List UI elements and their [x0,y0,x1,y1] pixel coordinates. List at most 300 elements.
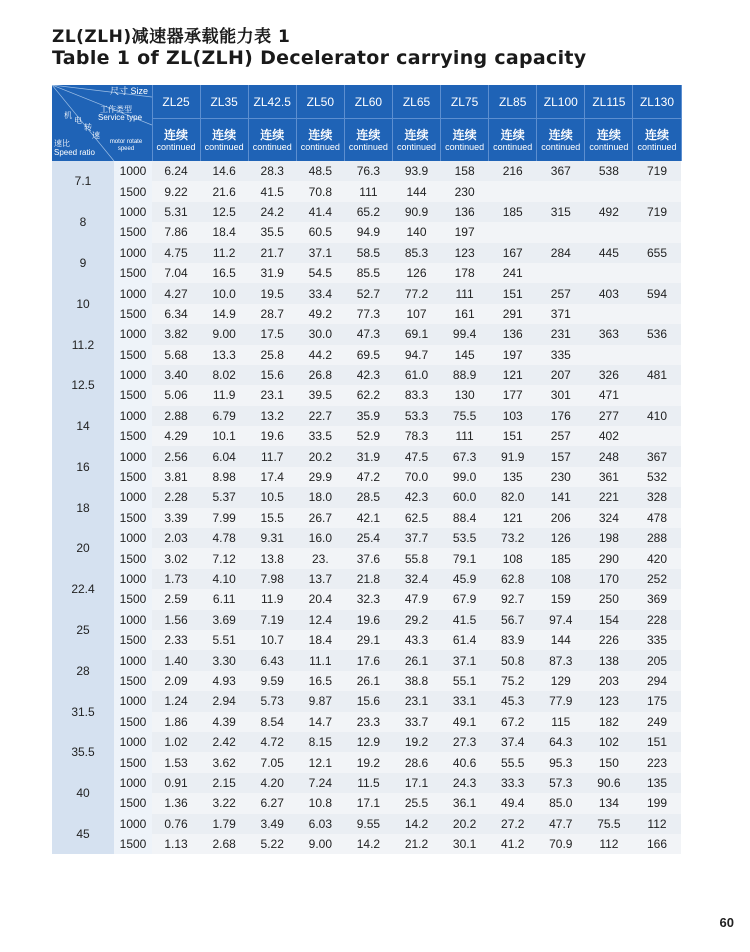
motor-speed-cell: 1000 [114,569,152,589]
service-type-header [489,119,537,162]
size-header: ZL75 [441,85,489,119]
capacity-cell: 361 [585,467,633,487]
capacity-cell: 5.51 [200,630,248,650]
capacity-cell: 11.2 [200,243,248,263]
capacity-cell: 91.9 [489,446,537,466]
speed-ratio-cell: 14 [52,406,114,447]
capacity-cell: 1.13 [152,834,200,854]
table-row [52,324,681,344]
capacity-cell: 30.0 [296,324,344,344]
motor-speed-cell: 1000 [114,365,152,385]
capacity-cell: 7.05 [248,752,296,772]
capacity-cell: 175 [633,691,681,711]
table-row [52,222,681,242]
motor-speed-cell: 1500 [114,385,152,405]
capacity-cell [633,181,681,201]
capacity-cell: 37.6 [344,548,392,568]
motor-speed-cell: 1000 [114,446,152,466]
table-row [52,161,681,181]
speed-ratio-cell: 7.1 [52,161,114,202]
table-row [52,569,681,589]
capacity-cell: 14.2 [392,814,440,834]
capacity-cell: 2.56 [152,446,200,466]
capacity-cell: 16.5 [296,671,344,691]
capacity-cell: 478 [633,508,681,528]
capacity-cell: 655 [633,243,681,263]
capacity-cell: 31.9 [344,446,392,466]
capacity-cell: 2.33 [152,630,200,650]
capacity-cell: 42.1 [344,508,392,528]
capacity-cell: 10.7 [248,630,296,650]
capacity-cell: 19.2 [344,752,392,772]
capacity-cell [633,426,681,446]
capacity-cell: 77.9 [537,691,585,711]
speed-ratio-cell: 20 [52,528,114,569]
capacity-cell: 31.9 [248,263,296,283]
table-row [52,610,681,630]
capacity-cell: 130 [441,385,489,405]
capacity-cell: 1.86 [152,712,200,732]
size-header: ZL115 [585,85,633,119]
size-header: ZL50 [296,85,344,119]
capacity-cell: 19.6 [344,610,392,630]
capacity-cell: 21.8 [344,569,392,589]
capacity-cell: 62.2 [344,385,392,405]
capacity-cell: 13.8 [248,548,296,568]
capacity-cell: 277 [585,406,633,426]
capacity-cell: 167 [489,243,537,263]
capacity-cell: 90.6 [585,773,633,793]
capacity-cell: 37.4 [489,732,537,752]
capacity-cell: 14.9 [200,304,248,324]
capacity-cell: 85.0 [537,793,585,813]
capacity-cell [633,263,681,283]
capacity-cell: 50.8 [489,650,537,670]
capacity-cell: 3.39 [152,508,200,528]
capacity-cell: 223 [633,752,681,772]
capacity-cell: 43.3 [392,630,440,650]
service-type-header [344,119,392,162]
capacity-cell [633,345,681,365]
capacity-cell: 471 [585,385,633,405]
continued-cn: 连续 [356,127,381,142]
capacity-cell: 481 [633,365,681,385]
capacity-cell: 97.4 [537,610,585,630]
capacity-cell: 83.3 [392,385,440,405]
capacity-cell: 112 [585,834,633,854]
motor-speed-cell: 1000 [114,691,152,711]
capacity-cell: 177 [489,385,537,405]
capacity-cell: 47.7 [537,814,585,834]
motor-speed-cell: 1000 [114,732,152,752]
capacity-cell: 492 [585,202,633,222]
continued-en: continued [252,141,292,152]
capacity-cell: 197 [441,222,489,242]
capacity-cell: 301 [537,385,585,405]
capacity-cell: 594 [633,283,681,303]
capacity-cell: 3.82 [152,324,200,344]
capacity-cell: 14.2 [344,834,392,854]
capacity-cell: 67.3 [441,446,489,466]
capacity-cell: 178 [441,263,489,283]
capacity-cell: 19.5 [248,283,296,303]
capacity-cell: 8.02 [200,365,248,385]
capacity-cell: 403 [585,283,633,303]
capacity-cell: 37.1 [296,243,344,263]
capacity-cell: 4.78 [200,528,248,548]
service-type-header [585,119,633,162]
motor-speed-cell: 1500 [114,712,152,732]
capacity-cell: 42.3 [392,487,440,507]
capacity-cell: 75.2 [489,671,537,691]
capacity-cell: 9.31 [248,528,296,548]
capacity-cell: 6.04 [200,446,248,466]
capacity-cell [585,304,633,324]
capacity-cell: 25.5 [392,793,440,813]
capacity-cell: 12.9 [344,732,392,752]
continued-cn: 连续 [164,127,189,142]
capacity-cell: 7.24 [296,773,344,793]
capacity-cell: 1.53 [152,752,200,772]
capacity-cell: 4.39 [200,712,248,732]
capacity-cell: 26.8 [296,365,344,385]
capacity-cell: 53.5 [441,528,489,548]
capacity-cell [537,263,585,283]
capacity-cell: 21.6 [200,181,248,201]
capacity-cell: 23.3 [344,712,392,732]
capacity-cell: 83.9 [489,630,537,650]
capacity-cell: 198 [585,528,633,548]
capacity-cell: 0.76 [152,814,200,834]
capacity-cell: 18.4 [200,222,248,242]
capacity-cell: 48.5 [296,161,344,181]
capacity-cell: 6.27 [248,793,296,813]
size-header: ZL42.5 [248,85,296,119]
capacity-cell: 335 [633,630,681,650]
capacity-cell: 205 [633,650,681,670]
capacity-cell: 206 [537,508,585,528]
capacity-cell: 26.1 [392,650,440,670]
continued-en: continued [348,141,388,152]
capacity-cell: 166 [633,834,681,854]
continued-en: continued [541,141,581,152]
capacity-cell: 226 [585,630,633,650]
continued-cn: 连续 [452,127,477,142]
motor-label-cn-2: 电 [74,116,82,125]
capacity-cell: 75.5 [441,406,489,426]
service-type-header [392,119,440,162]
motor-speed-cell: 1500 [114,548,152,568]
speed-ratio-cell: 40 [52,773,114,814]
capacity-cell: 112 [633,814,681,834]
capacity-cell: 2.15 [200,773,248,793]
ratio-label-cn: 速比 [54,139,70,148]
motor-speed-cell: 1500 [114,263,152,283]
capacity-cell: 9.87 [296,691,344,711]
capacity-cell: 102 [585,732,633,752]
capacity-cell: 4.20 [248,773,296,793]
speed-ratio-cell: 28 [52,650,114,691]
capacity-cell: 85.3 [392,243,440,263]
capacity-cell: 77.2 [392,283,440,303]
capacity-cell: 39.5 [296,385,344,405]
capacity-cell: 170 [585,569,633,589]
continued-cn: 连续 [212,127,237,142]
capacity-cell: 40.6 [441,752,489,772]
capacity-cell: 52.9 [344,426,392,446]
size-header: ZL130 [633,85,681,119]
capacity-cell: 3.49 [248,814,296,834]
capacity-cell: 27.2 [489,814,537,834]
capacity-cell: 55.5 [489,752,537,772]
capacity-cell: 363 [585,324,633,344]
capacity-cell: 2.09 [152,671,200,691]
capacity-cell: 62.5 [392,508,440,528]
table-row [52,671,681,691]
table-row [52,202,681,222]
capacity-cell: 4.27 [152,283,200,303]
capacity-cell: 28.5 [344,487,392,507]
capacity-cell: 5.06 [152,385,200,405]
capacity-cell: 17.6 [344,650,392,670]
capacity-cell: 123 [441,243,489,263]
capacity-cell [585,263,633,283]
capacity-cell: 135 [633,773,681,793]
continued-en: continued [300,141,340,152]
capacity-cell: 248 [585,446,633,466]
capacity-cell: 25.4 [344,528,392,548]
continued-cn: 连续 [260,127,285,142]
ratio-label-en: Speed ratio [54,148,95,157]
capacity-cell: 1.73 [152,569,200,589]
capacity-cell: 445 [585,243,633,263]
capacity-cell: 94.9 [344,222,392,242]
capacity-cell: 45.9 [441,569,489,589]
capacity-cell: 3.40 [152,365,200,385]
speed-ratio-cell: 45 [52,814,114,855]
capacity-cell: 3.62 [200,752,248,772]
table-row [52,243,681,263]
capacity-cell: 719 [633,161,681,181]
capacity-cell: 25.8 [248,345,296,365]
service-label-en: Service type [98,113,143,122]
continued-cn: 连续 [548,127,573,142]
capacity-cell: 719 [633,202,681,222]
capacity-cell: 123 [585,691,633,711]
motor-speed-cell: 1500 [114,671,152,691]
capacity-cell: 57.3 [537,773,585,793]
capacity-cell: 41.4 [296,202,344,222]
capacity-cell: 2.94 [200,691,248,711]
capacity-cell: 1.02 [152,732,200,752]
capacity-cell: 78.3 [392,426,440,446]
capacity-cell: 145 [441,345,489,365]
capacity-cell: 32.4 [392,569,440,589]
capacity-cell [585,181,633,201]
capacity-cell: 33.4 [296,283,344,303]
capacity-cell: 6.34 [152,304,200,324]
continued-en: continued [204,141,244,152]
capacity-cell: 230 [537,467,585,487]
capacity-cell: 94.7 [392,345,440,365]
capacity-cell: 20.2 [441,814,489,834]
capacity-cell: 151 [489,283,537,303]
capacity-cell: 69.1 [392,324,440,344]
capacity-cell: 1.56 [152,610,200,630]
capacity-cell: 197 [489,345,537,365]
capacity-cell: 88.9 [441,365,489,385]
capacity-cell: 136 [441,202,489,222]
table-row [52,528,681,548]
capacity-cell: 107 [392,304,440,324]
capacity-cell: 15.6 [344,691,392,711]
capacity-cell: 151 [489,426,537,446]
capacity-cell: 5.37 [200,487,248,507]
capacity-cell: 257 [537,426,585,446]
capacity-cell: 3.30 [200,650,248,670]
capacity-cell: 3.02 [152,548,200,568]
motor-label-cn-1: 机 [64,111,72,120]
capacity-cell: 47.9 [392,589,440,609]
motor-speed-cell: 1500 [114,304,152,324]
capacity-cell: 32.3 [344,589,392,609]
motor-speed-cell: 1500 [114,793,152,813]
capacity-cell: 230 [441,181,489,201]
service-type-header [248,119,296,162]
continued-en: continued [445,141,485,152]
table-row [52,834,681,854]
table-row [52,181,681,201]
capacity-cell [585,222,633,242]
motor-speed-cell: 1500 [114,834,152,854]
capacity-cell: 6.24 [152,161,200,181]
motor-speed-cell: 1000 [114,650,152,670]
capacity-cell: 79.1 [441,548,489,568]
speed-ratio-cell: 35.5 [52,732,114,773]
capacity-cell: 70.8 [296,181,344,201]
service-type-header [152,119,200,162]
capacity-cell [489,181,537,201]
capacity-cell: 402 [585,426,633,446]
capacity-cell: 26.1 [344,671,392,691]
continued-cn: 连续 [644,127,669,142]
capacity-cell: 108 [489,548,537,568]
capacity-cell: 54.5 [296,263,344,283]
continued-en: continued [396,141,437,152]
table-row [52,446,681,466]
capacity-cell [537,222,585,242]
capacity-cell: 23.1 [392,691,440,711]
capacity-cell: 73.2 [489,528,537,548]
motor-speed-cell: 1000 [114,202,152,222]
service-type-header [633,119,681,162]
capacity-cell: 60.5 [296,222,344,242]
size-header: ZL65 [392,85,440,119]
capacity-cell: 241 [489,263,537,283]
continued-en: continued [156,141,196,152]
capacity-cell: 199 [633,793,681,813]
capacity-cell: 536 [633,324,681,344]
capacity-cell: 115 [537,712,585,732]
capacity-cell: 29.2 [392,610,440,630]
capacity-cell: 61.4 [441,630,489,650]
capacity-cell: 88.4 [441,508,489,528]
capacity-cell: 11.9 [200,385,248,405]
continued-en: continued [637,141,677,152]
capacity-cell: 99.0 [441,467,489,487]
motor-speed-cell: 1500 [114,630,152,650]
table-row [52,467,681,487]
capacity-cell: 52.7 [344,283,392,303]
capacity-cell: 7.99 [200,508,248,528]
capacity-cell: 291 [489,304,537,324]
motor-speed-cell: 1500 [114,426,152,446]
size-label: 尺寸 Size [110,86,149,96]
capacity-cell: 249 [633,712,681,732]
capacity-cell: 60.0 [441,487,489,507]
capacity-cell: 9.22 [152,181,200,201]
capacity-cell: 3.22 [200,793,248,813]
capacity-cell: 15.6 [248,365,296,385]
continued-cn: 连续 [404,127,429,142]
capacity-cell: 3.69 [200,610,248,630]
table-row [52,732,681,752]
motor-speed-cell: 1000 [114,243,152,263]
capacity-cell: 95.3 [537,752,585,772]
motor-speed-cell: 1500 [114,222,152,242]
capacity-cell: 49.4 [489,793,537,813]
capacity-cell: 288 [633,528,681,548]
capacity-cell: 4.93 [200,671,248,691]
capacity-cell: 1.36 [152,793,200,813]
service-label-cn: 工作类型 [100,105,132,114]
capacity-cell: 15.5 [248,508,296,528]
capacity-cell: 76.3 [344,161,392,181]
capacity-cell: 290 [585,548,633,568]
capacity-cell: 11.7 [248,446,296,466]
size-header: ZL60 [344,85,392,119]
capacity-cell: 28.3 [248,161,296,181]
capacity-cell: 1.24 [152,691,200,711]
size-header: ZL25 [152,85,200,119]
capacity-cell: 19.2 [392,732,440,752]
motor-label-en: motor rotate speed [109,139,143,152]
capacity-cell: 16.5 [200,263,248,283]
capacity-cell: 136 [489,324,537,344]
capacity-cell: 10.5 [248,487,296,507]
capacity-cell: 29.1 [344,630,392,650]
capacity-cell: 121 [489,508,537,528]
table-row [52,752,681,772]
capacity-cell: 111 [441,283,489,303]
capacity-cell: 369 [633,589,681,609]
table-row [52,712,681,732]
capacity-cell: 16.0 [296,528,344,548]
capacity-cell: 532 [633,467,681,487]
capacity-cell: 18.0 [296,487,344,507]
capacity-cell: 1.79 [200,814,248,834]
capacity-cell: 159 [537,589,585,609]
capacity-cell: 150 [585,752,633,772]
capacity-cell: 8.15 [296,732,344,752]
capacity-cell: 41.2 [489,834,537,854]
table-row [52,630,681,650]
capacity-cell [585,345,633,365]
capacity-cell: 26.7 [296,508,344,528]
capacity-cell: 228 [633,610,681,630]
size-header: ZL85 [489,85,537,119]
corner-header [52,85,152,161]
